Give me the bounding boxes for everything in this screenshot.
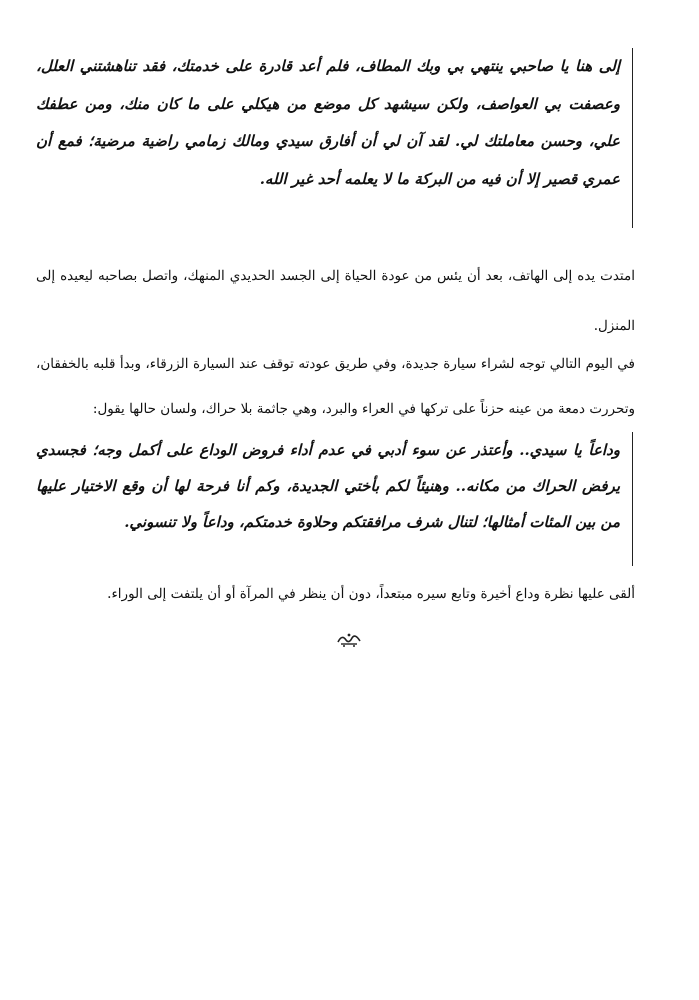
quote-text: إلى هنا يا صاحبي ينتهي بي وبك المطاف، فلم أعد قادرة على خدمتك، فقد تناهشتني العلل، وعصفت بي العواصف، ولكن سيشهد كل موضع من هيكلي على ما كان منك، ومن عطفك علي، وحسن معاملتك لي. لقد آن لي أن أفارق سيدي ومالك زمامي راضية مرضية؛ فمع أن عمري قصير إلا أن فيه من البركة ما لا يعلمه أحد غير الله. (36, 57, 620, 188)
quote-block-goodbye (36, 432, 633, 566)
paragraph-phone-call: امتدت يده إلى الهاتف، بعد أن يئس من عودة الحياة إلى الجسد الحديدي المنهك، واتصل بصاحبه ليعيده إلى المنزل. (36, 268, 635, 334)
paragraph-new-car: في اليوم التالي توجه لشراء سيارة جديدة، وفي طريق عودته توقف عند السيارة الزرقاء، وبدأ قلبه بالخفقان، وتحررت دمعة من عينه حزناً على تركها في العراء والبرد، وهي جاثمة بلا حراك، ولسان حالها يقول: (36, 356, 635, 417)
paragraph-final-look: ألقى عليها نظرة وداع أخيرة وتابع سيره مبتعداً، دون أن ينظر في المرآة أو أن يلتفت إلى الوراء. (107, 586, 635, 602)
quote-block-farewell-car (36, 48, 633, 228)
section-end-ornament-icon (336, 630, 362, 648)
quote-text: وداعاً يا سيدي.. وأعتذر عن سوء أدبي في عدم أداء فروض الوداع على أكمل وجه؛ فجسدي يرفض الحراك من مكانه.. وهنيئاً لكم بأختي الجديدة، وكم أنا فرحة لها أن وقع الاختيار عليها من بين المئات أمثالها؛ لتنال شرف مرافقتكم وحلاوة خدمتكم، وداعاً ولا تنسوني. (36, 441, 620, 531)
